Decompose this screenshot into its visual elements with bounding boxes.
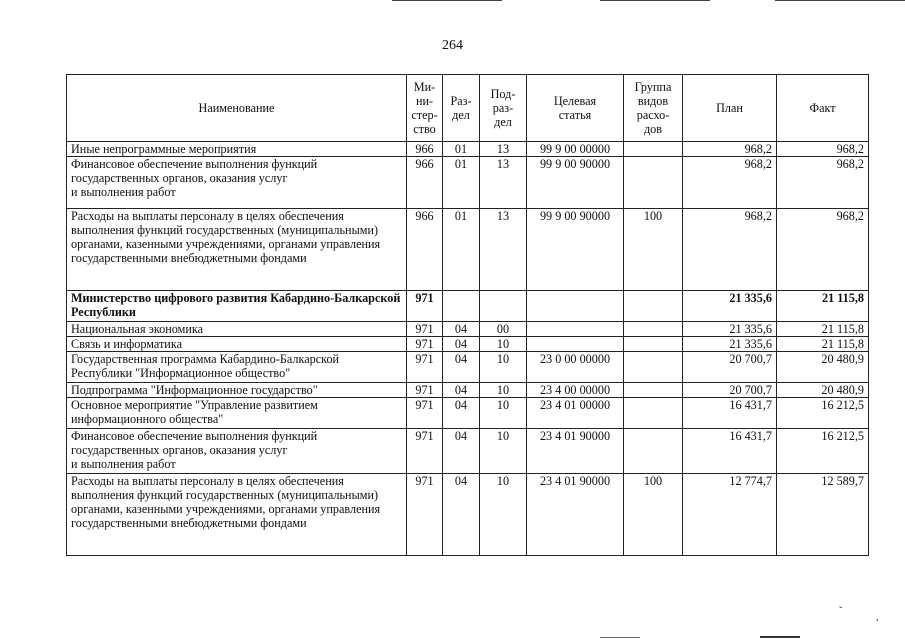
header-fact	[777, 75, 869, 142]
cell-plan: 20 700,7	[683, 352, 777, 383]
cell-group	[624, 398, 683, 429]
cell-target: 99 9 00 00000	[527, 142, 624, 157]
cell-subsection	[480, 291, 527, 322]
table-row	[67, 322, 869, 337]
cell-section	[443, 291, 480, 322]
cell-section: 04	[443, 383, 480, 398]
cell-section: 04	[443, 352, 480, 383]
cell-ministry: 971	[407, 383, 443, 398]
cell-fact: 968,2	[777, 157, 869, 209]
header-section-label: Раз- дел	[450, 94, 472, 122]
cell-name: Министерство цифрового развития Кабардино-Балкарской Республики	[67, 291, 407, 322]
header-target	[527, 75, 624, 142]
header-ministry	[407, 75, 443, 142]
cell-ministry: 971	[407, 474, 443, 556]
cell-section: 04	[443, 322, 480, 337]
cell-fact: 21 115,8	[777, 322, 869, 337]
cell-name: Подпрограмма "Информационное государство"	[67, 383, 407, 398]
cell-ministry: 971	[407, 352, 443, 383]
header-section	[443, 75, 480, 142]
cell-subsection: 13	[480, 157, 527, 209]
cell-section: 04	[443, 398, 480, 429]
cell-group	[624, 337, 683, 352]
cell-plan: 12 774,7	[683, 474, 777, 556]
header-name	[67, 75, 407, 142]
cell-plan: 968,2	[683, 209, 777, 291]
cell-plan: 20 700,7	[683, 383, 777, 398]
cell-subsection: 10	[480, 429, 527, 474]
cell-target	[527, 291, 624, 322]
cell-name: Государственная программа Кабардино-Балкарской Республики "Информационное общество"	[67, 352, 407, 383]
budget-table	[66, 74, 869, 556]
cell-ministry: 966	[407, 157, 443, 209]
cell-subsection: 13	[480, 142, 527, 157]
cell-subsection: 10	[480, 383, 527, 398]
cell-section: 01	[443, 209, 480, 291]
cell-plan: 16 431,7	[683, 398, 777, 429]
cell-fact: 20 480,9	[777, 352, 869, 383]
cell-target: 23 4 01 00000	[527, 398, 624, 429]
cell-plan: 21 335,6	[683, 337, 777, 352]
cell-ministry: 971	[407, 322, 443, 337]
cell-fact: 20 480,9	[777, 383, 869, 398]
cell-target: 23 4 00 00000	[527, 383, 624, 398]
table-header-row	[67, 75, 869, 142]
cell-name: Иные непрограммные мероприятия	[67, 142, 407, 157]
page-number: 264	[442, 38, 463, 53]
cell-name: Основное мероприятие "Управление развитием информационного общества"	[67, 398, 407, 429]
cell-plan: 968,2	[683, 142, 777, 157]
cell-target: 23 4 01 90000	[527, 429, 624, 474]
cell-subsection: 10	[480, 398, 527, 429]
cell-fact: 968,2	[777, 209, 869, 291]
cell-subsection: 10	[480, 474, 527, 556]
cell-target	[527, 322, 624, 337]
header-target-label: Целевая статья	[553, 94, 597, 122]
cell-ministry: 971	[407, 398, 443, 429]
header-fact-label: Факт	[809, 101, 836, 115]
table-row	[67, 383, 869, 398]
table-row	[67, 142, 869, 157]
cell-ministry: 971	[407, 429, 443, 474]
header-plan	[683, 75, 777, 142]
cell-fact: 12 589,7	[777, 474, 869, 556]
cell-group	[624, 383, 683, 398]
table-body	[67, 142, 869, 556]
cell-section: 04	[443, 337, 480, 352]
cell-target	[527, 337, 624, 352]
header-subsection-label: Под- раз- дел	[490, 87, 516, 129]
cell-fact: 21 115,8	[777, 337, 869, 352]
cell-ministry: 971	[407, 291, 443, 322]
cell-fact: 21 115,8	[777, 291, 869, 322]
cell-section: 01	[443, 157, 480, 209]
cell-name: Национальная экономика	[67, 322, 407, 337]
cell-ministry: 971	[407, 337, 443, 352]
cell-name: Расходы на выплаты персоналу в целях обеспечения выполнения функций государственных (муниципальными) органами, казенными учреждениями, органами управления государственными внебюджетными фондами	[67, 474, 407, 556]
cell-section: 01	[443, 142, 480, 157]
cell-group: 100	[624, 474, 683, 556]
cell-name: Финансовое обеспечение выполнения функций государственных органов, оказания услуг и выполнения работ	[67, 429, 407, 474]
table-row	[67, 157, 869, 209]
scan-edge-bottom	[600, 637, 640, 638]
cell-fact: 968,2	[777, 142, 869, 157]
header-ministry-label: Ми- ни- стер- ство	[411, 80, 438, 136]
header-subsection	[480, 75, 527, 142]
cell-name: Связь и информатика	[67, 337, 407, 352]
cell-group	[624, 142, 683, 157]
cell-subsection: 10	[480, 352, 527, 383]
table-row	[67, 337, 869, 352]
cell-fact: 16 212,5	[777, 429, 869, 474]
cell-group: 100	[624, 209, 683, 291]
scan-edge-line-left	[392, 0, 502, 1]
table-row	[67, 209, 869, 291]
scan-speck: ,	[876, 612, 879, 623]
cell-group	[624, 291, 683, 322]
scan-edge-bottom	[760, 636, 800, 638]
cell-subsection: 00	[480, 322, 527, 337]
cell-plan: 968,2	[683, 157, 777, 209]
cell-section: 04	[443, 429, 480, 474]
cell-group	[624, 157, 683, 209]
header-plan-label: План	[716, 101, 743, 115]
scan-edge-line-right	[775, 0, 905, 1]
cell-target: 99 9 00 90000	[527, 209, 624, 291]
scan-speck: ˇ	[839, 606, 843, 617]
table-row	[67, 352, 869, 383]
cell-ministry: 966	[407, 142, 443, 157]
cell-plan: 16 431,7	[683, 429, 777, 474]
header-name-label: Наименование	[198, 101, 275, 115]
cell-subsection: 10	[480, 337, 527, 352]
cell-group	[624, 322, 683, 337]
table-row	[67, 429, 869, 474]
table-row	[67, 398, 869, 429]
cell-plan: 21 335,6	[683, 291, 777, 322]
cell-name: Расходы на выплаты персоналу в целях обеспечения выполнения функций государственных (муниципальными) органами, казенными учреждениями, органами управления государственными внебюджетными фондами	[67, 209, 407, 291]
cell-name: Финансовое обеспечение выполнения функций государственных органов, оказания услуг и выполнения работ	[67, 157, 407, 209]
cell-plan: 21 335,6	[683, 322, 777, 337]
header-group	[624, 75, 683, 142]
cell-target: 99 9 00 90000	[527, 157, 624, 209]
cell-section: 04	[443, 474, 480, 556]
header-group-label: Группа видов расхо- дов	[634, 80, 672, 136]
cell-fact: 16 212,5	[777, 398, 869, 429]
scan-edge-line-mid	[600, 0, 710, 1]
cell-ministry: 966	[407, 209, 443, 291]
cell-target: 23 4 01 90000	[527, 474, 624, 556]
cell-group	[624, 429, 683, 474]
table-row	[67, 291, 869, 322]
cell-subsection: 13	[480, 209, 527, 291]
table-row	[67, 474, 869, 556]
cell-target: 23 0 00 00000	[527, 352, 624, 383]
cell-group	[624, 352, 683, 383]
